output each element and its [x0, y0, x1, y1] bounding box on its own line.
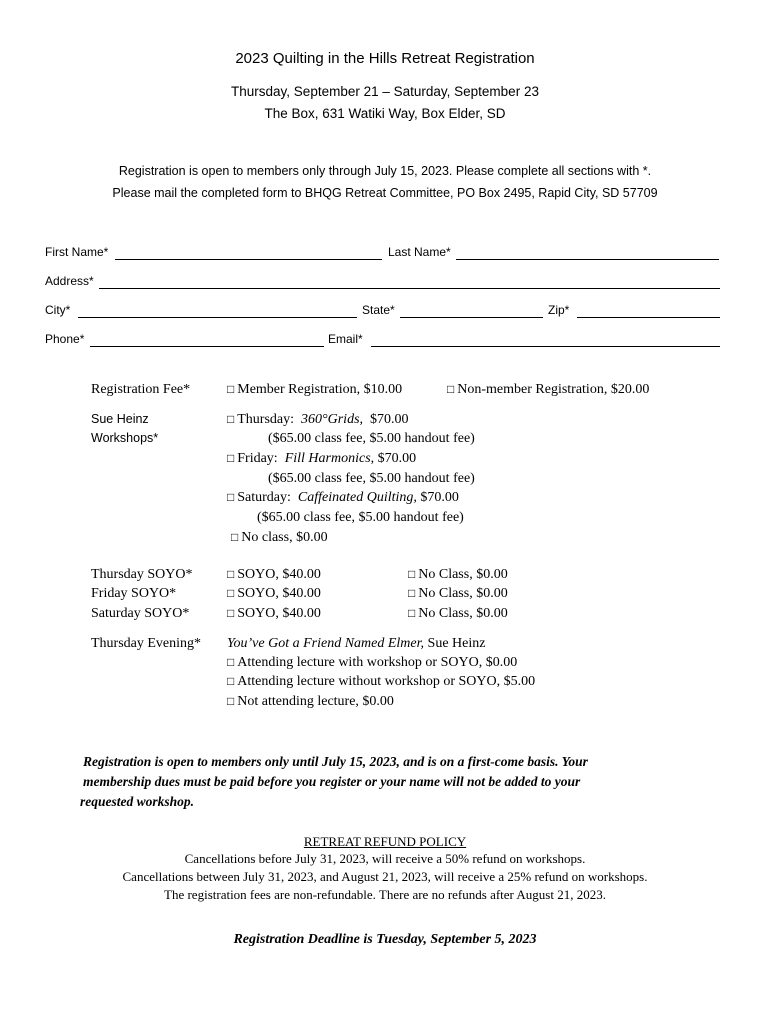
not-attending-text: Not attending lecture, $0.00: [237, 694, 394, 709]
friday-prefix: Friday:: [237, 451, 278, 466]
city-state-zip-row: [45, 303, 721, 321]
friday-soyo-option[interactable]: [227, 586, 321, 602]
warning-line-2: membership dues must be paid before you register or your name will not be added to your: [83, 774, 581, 789]
saturday-workshop-detail: ($65.00 class fee, $5.00 handout fee): [257, 510, 464, 525]
address-row: [45, 274, 721, 292]
friday-class-title: Fill Harmonics: [284, 451, 371, 466]
lecture-without-workshop-option[interactable]: [227, 674, 535, 690]
city-label: City*: [45, 303, 71, 317]
lecture-title-line: [227, 636, 485, 652]
first-name-field[interactable]: [115, 259, 382, 260]
thursday-workshop-option[interactable]: [227, 412, 409, 428]
checkbox-icon[interactable]: □: [227, 451, 235, 465]
checkbox-icon[interactable]: □: [227, 567, 235, 581]
warning-line-3: requested workshop.: [80, 794, 195, 809]
lecture-without-text: Attending lecture without workshop or SOYO, $5.00: [237, 674, 536, 689]
soyo-option-text: SOYO, $40.00: [237, 567, 321, 582]
event-venue: The Box, 631 Watiki Way, Box Elder, SD: [264, 106, 506, 121]
checkbox-icon[interactable]: □: [227, 655, 235, 669]
checkbox-icon[interactable]: □: [227, 606, 235, 620]
refund-policy-line-1: Cancellations before July 31, 2023, will receive a 50% refund on workshops.: [184, 851, 586, 866]
saturday-soyo-no-class-option[interactable]: [408, 606, 508, 622]
zip-field[interactable]: [577, 317, 720, 318]
saturday-soyo-option[interactable]: [227, 606, 321, 622]
no-class-option[interactable]: [231, 530, 328, 546]
city-field[interactable]: [78, 317, 357, 318]
thursday-class-title: 360°Grids,: [301, 412, 364, 427]
saturday-prefix: Saturday:: [237, 490, 291, 505]
refund-policy-line-3: The registration fees are non-refundable. There are no refunds after August 21, 2023.: [164, 887, 606, 902]
email-label: Email*: [328, 332, 363, 346]
thursday-evening-label: Thursday Evening*: [91, 636, 202, 651]
address-field[interactable]: [99, 288, 720, 289]
workshops-label-line1: Sue Heinz: [91, 412, 149, 426]
no-class-option-text: No Class, $0.00: [418, 606, 508, 621]
lecturer-name: Sue Heinz: [427, 636, 486, 651]
registration-warning: [80, 752, 690, 812]
checkbox-icon[interactable]: □: [408, 606, 416, 620]
saturday-price: $70.00: [420, 490, 459, 505]
checkbox-icon[interactable]: □: [227, 694, 235, 708]
saturday-workshop-option[interactable]: [227, 490, 459, 506]
no-class-text: No class, $0.00: [241, 530, 328, 545]
thursday-soyo-option[interactable]: [227, 567, 321, 583]
friday-soyo-no-class-option[interactable]: [408, 586, 508, 602]
no-class-option-text: No Class, $0.00: [418, 567, 508, 582]
checkbox-icon[interactable]: □: [227, 586, 235, 600]
refund-policy-heading: RETREAT REFUND POLICY: [303, 834, 467, 849]
checkbox-icon[interactable]: □: [408, 586, 416, 600]
registration-fee-label: Registration Fee*: [91, 382, 191, 397]
no-class-option-text: No Class, $0.00: [418, 586, 508, 601]
soyo-option-text: SOYO, $40.00: [237, 606, 321, 621]
thursday-price: $70.00: [370, 412, 409, 427]
soyo-option-text: SOYO, $40.00: [237, 586, 321, 601]
state-field[interactable]: [400, 317, 543, 318]
refund-policy-line-2: Cancellations between July 31, 2023, and August 21, 2023, will receive a 25% refund on workshops.: [122, 869, 648, 884]
phone-field[interactable]: [90, 346, 324, 347]
friday-workshop-detail: ($65.00 class fee, $5.00 handout fee): [268, 471, 475, 486]
state-label: State*: [362, 303, 395, 317]
member-registration-option[interactable]: [227, 382, 402, 398]
nonmember-registration-option[interactable]: [447, 382, 649, 398]
thursday-soyo-no-class-option[interactable]: [408, 567, 508, 583]
checkbox-icon[interactable]: □: [227, 382, 235, 396]
zip-label: Zip*: [548, 303, 570, 317]
name-row: [45, 245, 721, 263]
last-name-field[interactable]: [456, 259, 719, 260]
thursday-prefix: Thursday:: [237, 412, 295, 427]
friday-soyo-label: Friday SOYO*: [91, 586, 177, 601]
form-title: 2023 Quilting in the Hills Retreat Registration: [235, 50, 535, 67]
checkbox-icon[interactable]: □: [231, 530, 239, 544]
workshops-label-line2: Workshops*: [91, 431, 159, 445]
saturday-class-title: Caffeinated Quilting,: [297, 490, 417, 505]
saturday-soyo-label: Saturday SOYO*: [91, 606, 190, 621]
address-label: Address*: [45, 274, 94, 288]
first-name-label: First Name*: [45, 245, 109, 259]
member-registration-text: Member Registration, $10.00: [237, 382, 403, 397]
not-attending-lecture-option[interactable]: [227, 694, 394, 710]
registration-deadline: Registration Deadline is Tuesday, September 5, 2023: [233, 932, 537, 947]
members-only-note: Registration is open to members only through July 15, 2023. Please complete all sections with *.: [118, 164, 652, 178]
friday-workshop-option[interactable]: [227, 451, 416, 467]
checkbox-icon[interactable]: □: [227, 490, 235, 504]
phone-email-row: [45, 332, 721, 350]
checkbox-icon[interactable]: □: [227, 412, 235, 426]
friday-price: , $70.00: [370, 451, 417, 466]
warning-line-1: Registration is open to members only until July 15, 2023, and is on a first-come basis. Your: [83, 754, 588, 769]
phone-label: Phone*: [45, 332, 85, 346]
thursday-workshop-detail: ($65.00 class fee, $5.00 handout fee): [268, 431, 475, 446]
lecture-title: You’ve Got a Friend Named Elmer,: [227, 636, 425, 651]
event-dates: Thursday, September 21 – Saturday, September 23: [231, 84, 539, 99]
checkbox-icon[interactable]: □: [227, 674, 235, 688]
checkbox-icon[interactable]: □: [408, 567, 416, 581]
checkbox-icon[interactable]: □: [447, 382, 455, 396]
thursday-soyo-label: Thursday SOYO*: [91, 567, 193, 582]
lecture-with-text: Attending lecture with workshop or SOYO, $0.00: [237, 655, 518, 670]
lecture-with-workshop-option[interactable]: [227, 655, 517, 671]
mailing-note: Please mail the completed form to BHQG Retreat Committee, PO Box 2495, Rapid City, SD 57709: [112, 186, 658, 200]
nonmember-registration-text: Non-member Registration, $20.00: [457, 382, 650, 397]
email-field[interactable]: [371, 346, 720, 347]
last-name-label: Last Name*: [388, 245, 451, 259]
